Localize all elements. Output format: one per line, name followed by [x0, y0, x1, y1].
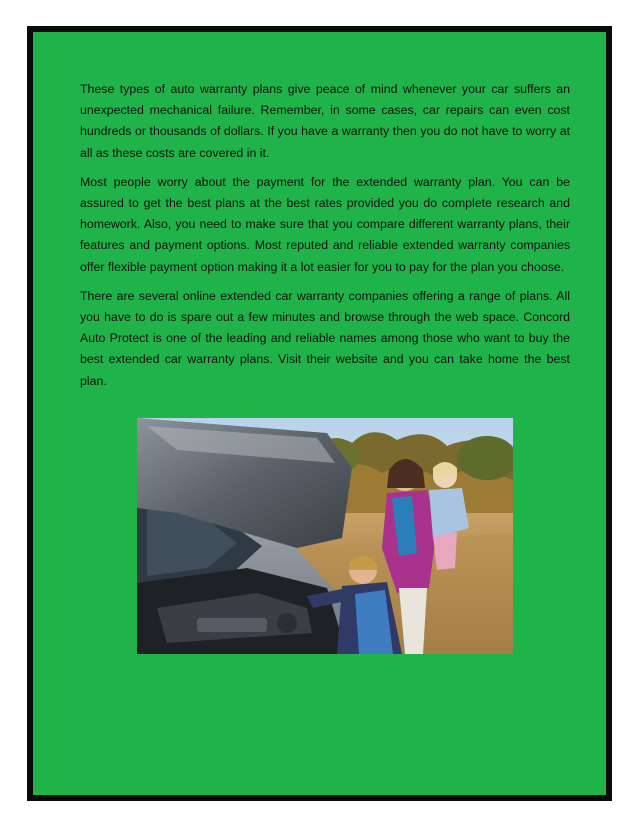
paragraph-1: These types of auto warranty plans give peace of mind whenever your car suffers an unexpected mechanical failure. Remember, in some cases, car repairs can even cost hundreds or thousands of dollars. If you have a warranty then you do not have to worry at all as these costs are covered in it. — [80, 82, 570, 160]
page-frame — [27, 26, 612, 801]
paragraph-2: Most people worry about the payment for the extended warranty plan. You can be assured to get the best plans at the best rates provided you do complete research and homework. Also, you need to make sure that you compare different warranty plans, their features and payment options. Most reputed and reliable extended warranty companies offer flexible payment option making it a lot easier for you to pay for the plan you choose. — [80, 174, 570, 274]
paragraph-3: There are several online extended car warranty companies offering a range of plans. All you have to do is spare out a few minutes and browse through the web space. Concord Auto Protect is one of the leading and reliable names among those who want to buy the best extended car warranty plans. Visit their website and you can take home the best plan. — [80, 288, 570, 388]
family-with-broken-down-car-photo — [137, 418, 513, 654]
body-text — [80, 79, 570, 400]
